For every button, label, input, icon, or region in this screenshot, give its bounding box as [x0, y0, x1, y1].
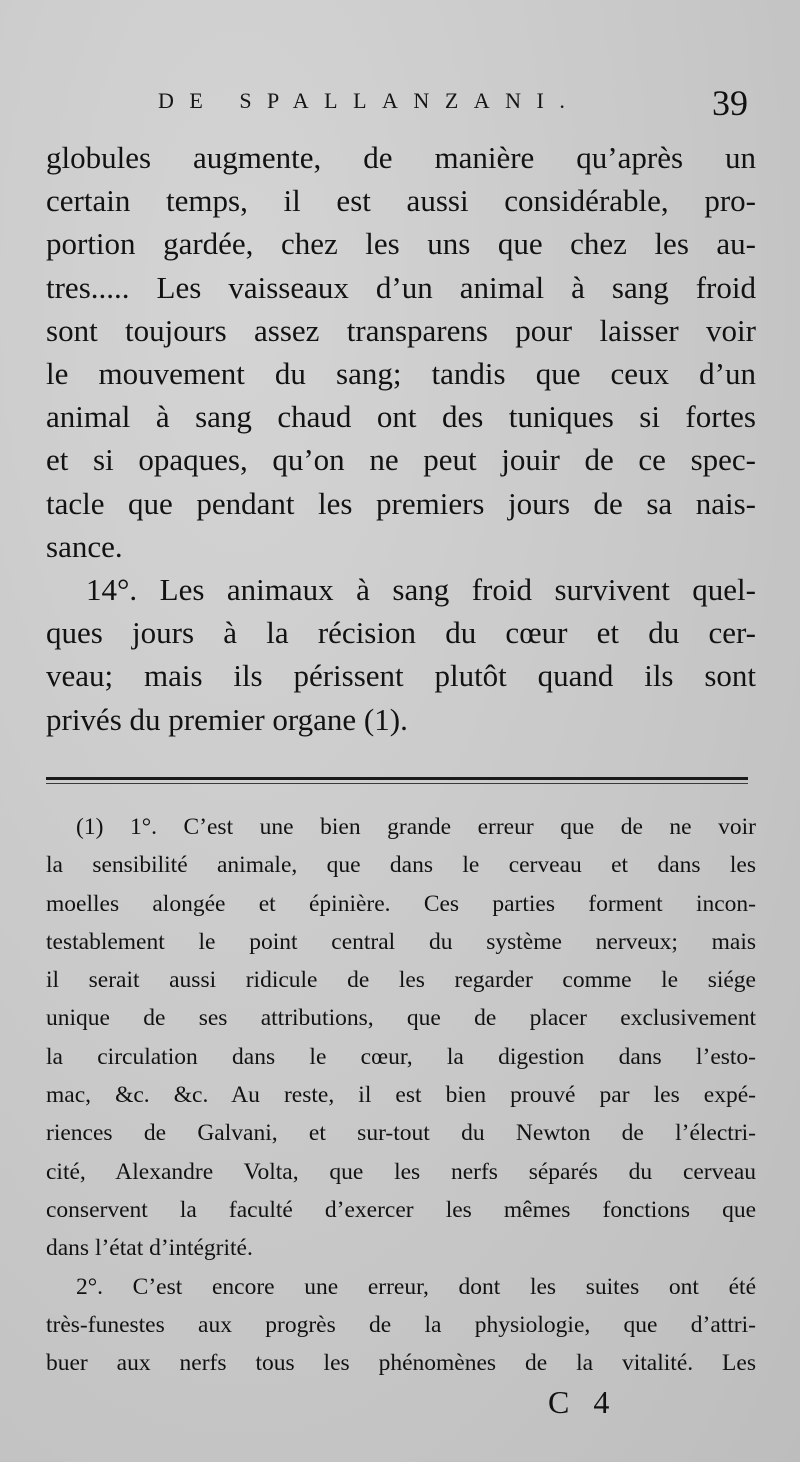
- text-line: tres..... Les vaisseaux d’un animal à sang froid: [46, 269, 756, 305]
- page-number: 39: [712, 83, 748, 123]
- text-line: le mouvement du sang; tandis que ceux d’un: [46, 356, 756, 392]
- footnote-separator-rule-thin: [46, 783, 748, 784]
- page-header: [0, 82, 800, 126]
- footnote-line: très-funestes aux progrès de la physiologie, que d’attri-: [46, 1311, 756, 1338]
- text-line: sont toujours assez transparens pour laisser voir: [46, 312, 756, 348]
- text-line: tacle que pendant les premiers jours de sa nais-: [46, 485, 756, 521]
- footnote-line: (1) 1°. C’est une bien grande erreur que de ne voir: [76, 814, 756, 840]
- footnote-line: riences de Galvani, et sur-tout du Newton de l’électri-: [46, 1120, 756, 1147]
- footnote-line: la circulation dans le cœur, la digestion dans l’esto-: [46, 1043, 756, 1070]
- running-head: DE SPALLANZANI.: [158, 88, 581, 113]
- footnote-separator-rule: [46, 777, 748, 780]
- footnote-line: testablement le point central du système nerveux; mais: [46, 928, 756, 955]
- text-line: animal à sang chaud ont des tuniques si fortes: [46, 399, 756, 435]
- footnote-line: conservent la faculté d’exercer les mêmes fonctions que: [46, 1196, 756, 1223]
- footnote-line: cité, Alexandre Volta, que les nerfs séparés du cerveau: [46, 1158, 756, 1185]
- footnote-line: il serait aussi ridicule de les regarder comme le siége: [46, 967, 756, 994]
- text-line: certain temps, il est aussi considérable, pro-: [46, 183, 756, 219]
- text-line: sance.: [46, 528, 123, 564]
- text-line: ques jours à la récision du cœur et du cer-: [46, 615, 756, 651]
- footnote-line: la sensibilité animale, que dans le cerveau et dans les: [46, 852, 756, 879]
- paragraph-start-line: 14°. Les animaux à sang froid survivent quel-: [86, 572, 756, 608]
- footnote-line: dans l’état d’intégrité.: [46, 1235, 253, 1262]
- signature-mark: C 4: [548, 1384, 618, 1420]
- main-text: [46, 136, 756, 741]
- text-line: et si opaques, qu’on ne peut jouir de ce spec-: [46, 442, 756, 478]
- footnote-line: buer aux nerfs tous les phénomènes de la vitalité. Les: [46, 1350, 756, 1377]
- text-line: privés du premier organe (1).: [46, 701, 408, 737]
- text-line: veau; mais ils périssent plutôt quand ils sont: [46, 658, 756, 694]
- footnote-line: moelles alongée et épinière. Ces parties forment incon-: [46, 890, 756, 917]
- footnote-line: 2°. C’est encore une erreur, dont les suites ont été: [76, 1273, 756, 1300]
- footnote-line: unique de ses attributions, que de placer exclusivement: [46, 1005, 756, 1032]
- text-line: globules augmente, de manière qu’après un: [46, 140, 756, 175]
- footnote: [46, 808, 756, 1382]
- footnote-line: mac, &c. &c. Au reste, il est bien prouvé par les expé-: [46, 1082, 756, 1109]
- text-line: portion gardée, chez les uns que chez les au-: [46, 226, 756, 262]
